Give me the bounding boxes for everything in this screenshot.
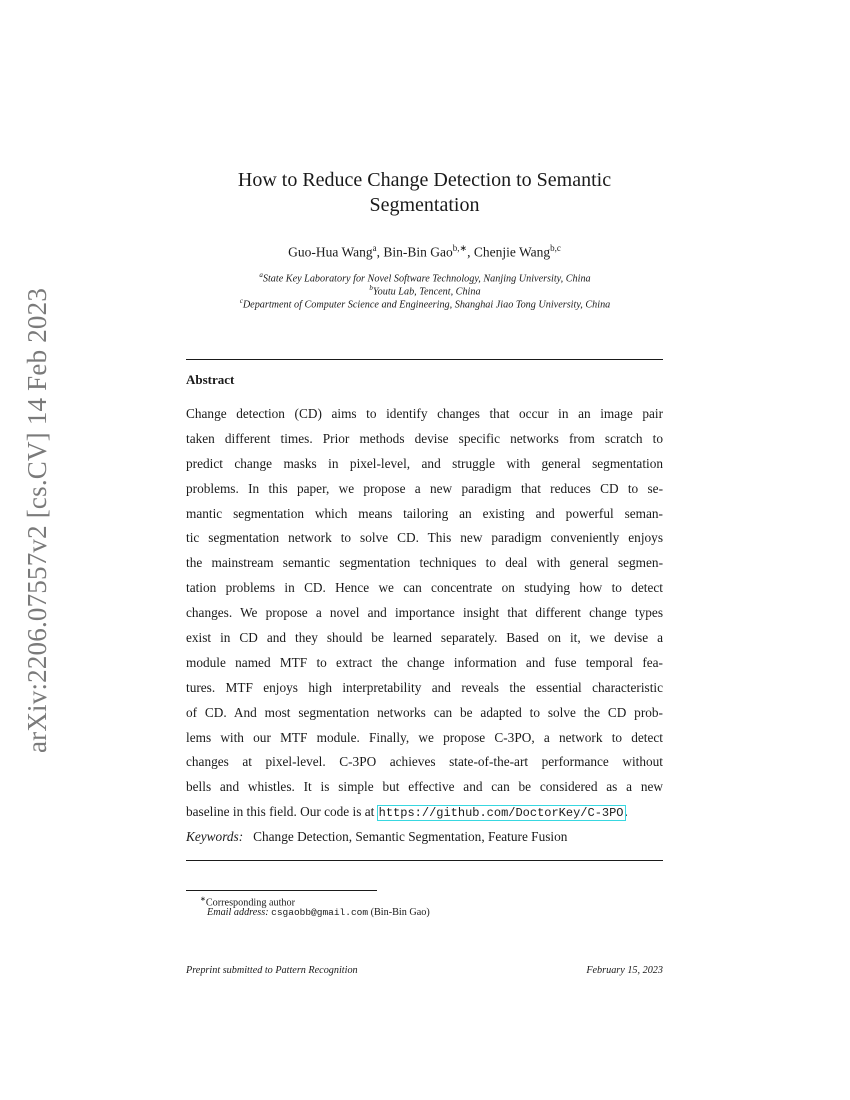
abstract-line: exist in CD and they should be learned separately. Based on it, we devise a xyxy=(186,630,663,646)
title-line-1: How to Reduce Change Detection to Semantic xyxy=(237,169,612,191)
abstract-line: of CD. And most segmentation networks can be adapted to solve the CD prob- xyxy=(186,704,663,720)
affiliation-text: State Key Laboratory for Novel Software Technology, Nanjing University, China xyxy=(262,273,591,285)
affiliation-mark: c xyxy=(239,297,243,305)
title-line-2: Segmentation xyxy=(369,194,480,216)
author-name: Guo-Hua Wang xyxy=(288,244,373,260)
abstract-heading: Abstract xyxy=(186,372,235,387)
abstract-line: bells and whistles. It is simple but effective and can be considered as a new xyxy=(186,779,663,795)
preprint-note: Preprint submitted to Pattern Recognition xyxy=(186,965,358,976)
corresponding-mark: ∗ xyxy=(200,895,206,903)
author-affil-mark: a xyxy=(372,243,377,253)
author-affil-mark: b,∗ xyxy=(452,243,468,253)
author-affil-mark: b,c xyxy=(550,243,561,253)
email-owner: (Bin-Bin Gao) xyxy=(370,907,430,918)
abstract-line: module named MTF to extract the change information and fuse temporal fea- xyxy=(186,654,663,670)
affiliation-text: Department of Computer Science and Engineering, Shanghai Jiao Tong University, China xyxy=(242,299,611,311)
abstract-line: lems with our MTF module. Finally, we propose C-3PO, a network to detect xyxy=(186,729,663,745)
author-name: Chenjie Wang xyxy=(473,244,551,260)
abstract-line: tures. MTF enjoys high interpretability and reveals the essential characteristic xyxy=(186,679,663,695)
abstract-line: changes at pixel-level. C-3PO achieves state-of-the-art performance without xyxy=(186,754,663,770)
abstract-line: tic segmentation network to solve CD. This new paradigm conveniently enjoys xyxy=(186,530,663,546)
email-note xyxy=(207,906,430,919)
abstract-line: problems. In this paper, we propose a new paradigm that reduces CD to se- xyxy=(186,480,663,496)
abstract-line: changes. We propose a novel and importance insight that different change types xyxy=(186,605,663,621)
email-label: Email address: xyxy=(207,907,269,918)
abstract-line: the mainstream semantic segmentation techniques to deal with general segmen- xyxy=(186,555,663,571)
abstract-line: tation problems in CD. Hence we can concentrate on studying how to detect xyxy=(186,580,663,596)
footer-date: February 15, 2023 xyxy=(586,965,663,976)
keywords-label: Keywords: xyxy=(186,829,244,844)
paper-title xyxy=(186,168,663,218)
abstract-line: mantic segmentation which means tailoring an existing and powerful seman- xyxy=(186,505,663,521)
footnote-rule xyxy=(186,890,377,891)
affiliation xyxy=(170,295,680,311)
arxiv-id-text: arXiv:2206.07557v2 [cs.CV] 14 Feb 2023 xyxy=(22,287,53,753)
abstract-body xyxy=(186,402,663,825)
email-address[interactable]: csgaobb@gmail.com xyxy=(271,907,369,918)
abstract-period: . xyxy=(624,804,628,820)
abstract-line: taken different times. Prior methods devise specific networks from scratch to xyxy=(186,430,663,446)
affiliation-text: Youtu Lab, Tencent, China xyxy=(372,286,481,298)
abstract-bottom-rule xyxy=(186,860,663,861)
keywords xyxy=(186,829,567,845)
abstract-line: predict change masks in pixel-level, and struggle with general segmentation xyxy=(186,455,663,471)
affiliation-mark: b xyxy=(369,284,373,292)
author-list xyxy=(186,238,663,263)
affiliation-mark: a xyxy=(259,271,263,279)
keywords-text: Change Detection, Semantic Segmentation, Feature Fusion xyxy=(253,829,568,844)
abstract-top-rule xyxy=(186,359,663,360)
arxiv-identifier xyxy=(20,287,56,753)
author-name: Bin-Bin Gao xyxy=(383,244,453,260)
abstract-line: Change detection (CD) aims to identify changes that occur in an image pair xyxy=(186,406,663,421)
author-separator: , xyxy=(376,244,384,260)
code-url-link[interactable]: https://github.com/DoctorKey/C-3PO xyxy=(378,806,624,821)
corresponding-text: Corresponding author xyxy=(205,897,296,909)
abstract-last-line xyxy=(186,800,663,825)
author-separator: , xyxy=(467,244,474,260)
abstract-line-text: baseline in this field. Our code is at xyxy=(186,804,378,820)
